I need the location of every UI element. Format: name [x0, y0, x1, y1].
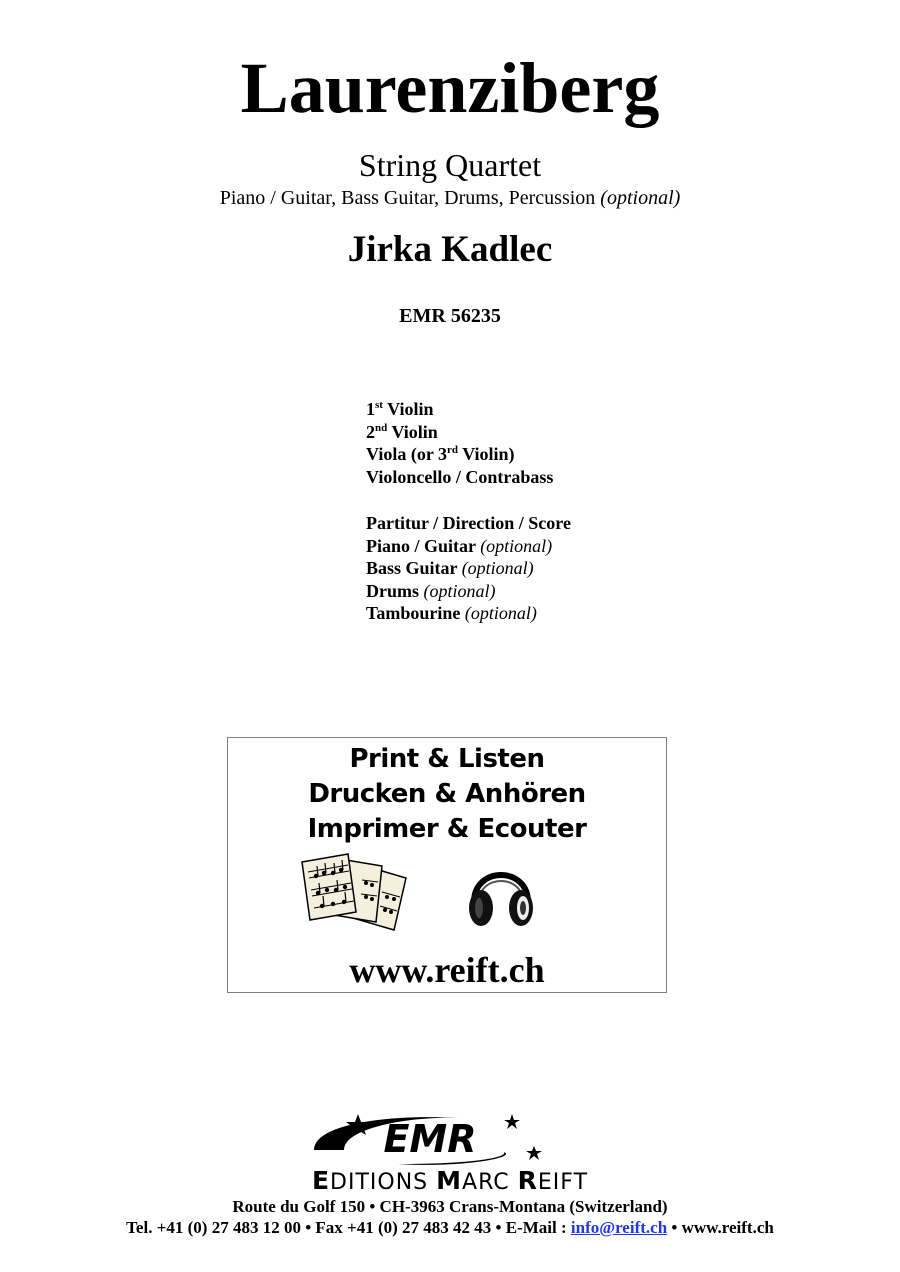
catalog-number: EMR 56235 — [399, 305, 501, 327]
part-bass-guitar: Bass Guitar (optional) — [366, 558, 534, 578]
part-viola: Viola (or 3rd Violin) — [366, 444, 515, 464]
instrumentation-line — [0, 186, 900, 210]
publisher-address: Route du Golf 150 • CH-3963 Crans-Montana (Switzerland) — [232, 1197, 668, 1216]
promo-line-english: Print & Listen — [349, 744, 545, 774]
emr-logo-text: EMR — [383, 1117, 477, 1161]
part-cello: Violoncello / Contrabass — [366, 466, 554, 487]
publisher-name: EDITIONS MARC REIFT — [311, 1166, 589, 1195]
promo-line-french: Imprimer & Ecouter — [307, 814, 587, 844]
print-listen-box — [227, 737, 667, 993]
part-piano: Piano / Guitar (optional) — [366, 535, 553, 556]
subtitle: String Quartet — [358, 147, 542, 183]
page-title: Laurenziberg — [240, 48, 660, 128]
headphones-icon — [466, 856, 536, 930]
parts-list — [366, 398, 571, 625]
instrumentation-main: Piano / Guitar, Bass Guitar, Drums, Percussion — [219, 187, 596, 209]
part-violin-1: 1st Violin — [366, 399, 434, 419]
sheet-music-icon — [300, 852, 412, 932]
part-violin-2: 2nd Violin — [366, 421, 438, 442]
promo-website-link[interactable]: www.reift.ch — [349, 950, 545, 990]
part-score: Partitur / Direction / Score — [366, 513, 571, 533]
instrumentation-optional: (optional) — [600, 187, 681, 209]
part-tambourine: Tambourine (optional) — [366, 603, 537, 623]
publisher-contact: Tel. +41 (0) 27 483 12 00 • Fax +41 (0) 27 483 42 43 • E-Mail : info@reift.ch • www.reift.ch — [126, 1218, 774, 1237]
composer-name: Jirka Kadlec — [347, 229, 553, 270]
promo-line-german: Drucken & Anhören — [308, 779, 586, 809]
email-link[interactable]: info@reift.ch — [570, 1218, 668, 1237]
part-drums: Drums (optional) — [366, 580, 496, 601]
emr-logo — [308, 1112, 548, 1168]
